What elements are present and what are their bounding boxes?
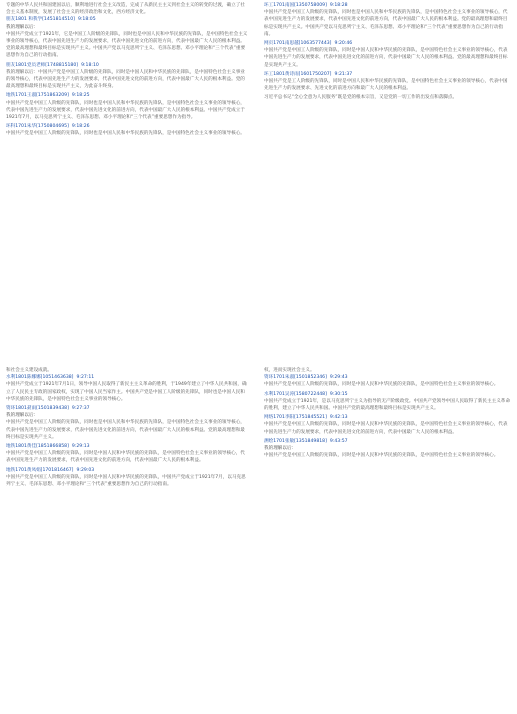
message-body: 我的理解以后：中国共产党是中国工人阶级的先锋队，同时是中国人民和中华民族的先锋队，是中国特色社会主义事业的领导核心，代表中国先进生产力的发展要求，代表中国先进文化的前进方向，代表中国最广大人民的根本利益。党的最高理想和最终目标是实现共产主义，为此奋斗终身。: [6, 69, 245, 90]
sender-name: 地铁1701王淑[1751863209]: [6, 93, 69, 99]
message-time: 9:29:03: [76, 467, 95, 473]
message-body: 中国共产党是中国工人阶级的先锋队，同时是中国人民和中华民族的先锋队，中国共产党成立于1921年7月，以马克思列宁主义、毛泽东思想、邓小平理论和“三个代表”重要思想作为自己的行动指南。: [6, 474, 246, 488]
message-header: [264, 2, 511, 9]
sender-name: 地铁1701黄凤娟[1701816467]: [6, 467, 74, 473]
message-prompt: 我的理解以后：: [6, 24, 39, 30]
message-header: [6, 467, 248, 474]
message-time: 9:43:57: [329, 438, 348, 444]
message-body: 习近平总书记“全心全意为人民服务”既是党的根本宗旨，又是党的一切工作的出发点和落脚点。: [264, 95, 458, 101]
message-body: 中国共产党是中国工人阶级的先锋队，同时也是中国人民和中华民族的先锋队，是中国特色社会主义事业的领导核心，代表中国先进生产力的发展要求，代表中国先进文化的前进方向，代表中国最广大人民的根本利益。党的最高理想和最终目标是实现共产主义。中国共产党以马克思列宁主义、毛泽东思想、邓小平理论和“三个代表”重要思想作为自己的行动指南。: [264, 10, 508, 37]
chat-log: [258, 0, 517, 106]
message-header: [6, 374, 248, 381]
chat-log: [258, 365, 517, 463]
message-body: 中国共产党是中国工人阶级的先锋队，同时是中国人民和中华民族的先锋队，是中国特色社会主义事业的领导核心，代表中国先进生产力的发展要求，代表中国先进文化的前进方向，代表中国最广大人民的根本利益。党的最高理想和最终目标是实现共产主义。: [264, 48, 508, 68]
sender-name: 资环1801聂雨[1501839438]: [6, 406, 69, 412]
sender-name: 网页1701南思越[1063577443]: [264, 41, 332, 47]
message-header: [264, 391, 511, 398]
message-body: 中国共产党是工人阶级的先锋队，同时是中国人民和中华民族的先锋队，是中国特色社会主义事业的领导核心，代表中国先进生产力的发展要求、先进文化的前进方向和最广大人民的根本利益。: [264, 79, 508, 92]
sender-name: 朋友1801 和我学[1451814510]: [6, 17, 75, 23]
message-header: [264, 374, 511, 381]
message-time: 9:18:05: [77, 17, 96, 23]
message-body: 中国共产党成立于1921年7月1日，领导中国人民取得了新民主主义革命的胜利，于1949年建立了中华人民共和国，确立了人民民主专政的国家政权，实现了中国人民当家作主。中国共产党是中国工人阶级的先锋队，同时也是中国人民和中华民族的先锋队，是中国特色社会主义事业的领导核心。: [6, 382, 247, 402]
message-header: [6, 443, 248, 450]
sender-name: 水利1801陈娜娜[1051463638]: [6, 375, 74, 381]
message-time: 9:29:43: [329, 375, 348, 381]
message-header: [6, 405, 248, 412]
chat-log: [0, 365, 254, 492]
message-prompt: 我的理解以后：: [6, 413, 39, 419]
message-header: [6, 123, 248, 130]
sender-name: 测绘1701张敏[1351849818]: [264, 438, 327, 444]
message-body: 中国共产党成立于1921年，是以马克思列宁主义为指导的无产阶级政党。中国共产党领导中国人民取得了新民主主义革命的胜利，建立了中华人民共和国。中国共产党的最高理想和最终目标是实现共产主义。: [264, 398, 510, 412]
lead-text: 和社会主义建设成就。: [6, 368, 52, 373]
document-page-bottom-left: [0, 365, 254, 714]
message-time: 9:18:26: [71, 124, 90, 130]
message-time: 9:18:28: [329, 3, 348, 8]
message-prompt: 我的理解以后：: [264, 446, 297, 452]
message-time: 9:29:13: [71, 444, 90, 450]
sender-name: 环科1701朱华[1750804695]: [6, 124, 69, 130]
message-body: 中国共产党是中国工人阶级的先锋队，同时也是中国人民和中华民族的先锋队，是中国特色社会主义事业的领导核心，代表中国先进生产力的发展要求，代表中国先进文化的前进方向，代表中国最广大人民的根本利益。党的最高理想和最终目标是实现共产主义。: [6, 420, 245, 440]
message-body: 中国共产党是中国工人阶级的先锋队，同时也是中国人民和中华民族的先锋队，是中国特色社会主义事业的领导核心，代表中国先进生产力的发展要求，代表中国先进文化的前进方向，代表中国最广大人民的根本利益。中国共产党成立于1921年7月，以马克思列宁主义、毛泽东思想、邓小平理论和“三个代表”重要思想作为指导。: [6, 100, 245, 121]
message-time: 9:18:10: [81, 62, 99, 68]
document-page-top-right: [258, 0, 517, 352]
message-time: 9:27:11: [76, 375, 95, 381]
lead-text: 权，进而实现社会主义。: [264, 368, 315, 373]
message-body: 中国共产党是中国工人阶级的先锋队，同时也是中国人民和中华民族的先锋队，是中国特色社会主义事业的领导核心。: [6, 131, 245, 137]
message-header: [6, 92, 248, 99]
sender-name: 网络1701李阳[1751845521]: [264, 415, 327, 421]
sender-name: 地铁1801黄佳[1851866858]: [6, 444, 69, 450]
message-header: [6, 16, 248, 23]
sender-name: 环工1701南国[1350758009]: [264, 3, 327, 8]
message-header: [264, 71, 511, 78]
message-time: 9:27:37: [71, 406, 90, 412]
message-header: [264, 438, 511, 445]
sender-name: 水利1701吴涛[1580722448]: [264, 391, 327, 397]
message-time: 9:42:13: [329, 415, 348, 421]
message-time: 9:30:15: [329, 391, 348, 397]
sender-name: 环工1801黄诗雨[1601750207]: [264, 71, 332, 77]
message-body: 中国共产党是中国工人阶级的先锋队，同时是中国人民和中华民族的先锋队，是中国特色社会主义事业的领导核心。: [264, 382, 499, 388]
message-header: [6, 62, 248, 69]
message-body: 中国共产党是中国工人阶级的先锋队，同时是中国人民和中华民族的先锋队，是中国特色社会主义事业的领导核心，代表中国先进生产力的发展要求，代表中国先进文化的前进方向，代表中国最广大人民的根本利益。: [264, 422, 508, 435]
chat-log: [0, 0, 254, 142]
message-header: [264, 40, 511, 47]
sender-name: 资环1701朱淑[1501852346]: [264, 375, 327, 381]
message-body: 中国共产党是中国工人阶级的先锋队，同时是中国人民和中华民族的先锋队，是中国特色社会主义事业的领导核心。: [264, 453, 499, 459]
sender-name: 朋友1801党员老师[1748815180]: [6, 62, 79, 68]
message-time: 9:18:25: [71, 93, 90, 99]
document-page-top-left: [0, 0, 254, 352]
lead-text: 专题的中华人民共和国建国以后，顺利地进行社会主义改造，完成了从新民主主义到社会主义的转变的过渡，确立了社会主义基本制度，发展了社会主义的经济政治和文化，西方经济文化。: [6, 3, 245, 16]
message-time: 9:21:37: [334, 71, 353, 77]
message-header: [264, 414, 511, 421]
message-body: 中国共产党是中国工人阶级的先锋队，同时是中国人民和中华民族的先锋队，是中国特色社会主义事业的领导核心，代表中国先进生产力的发展要求，代表中国先进文化的前进方向，代表中国最广大人民的根本利益。: [6, 451, 245, 464]
message-body: 中国共产党成立于1921年，它是中国工人阶级的先锋队，同时也是中国人民和中华民族的先锋队，是中国特色社会主义事业的领导核心，代表中国先进生产力的发展要求，代表中国先进文化的前进方向，代表中国最广大人民的根本利益。党的最高理想和最终目标是实现共产主义。中国共产党以马克思列宁主义、毛泽东思想、邓小平理论和“三个代表”重要思想作为自己的行动指南。: [6, 31, 248, 59]
message-time: 9:20:46: [334, 41, 353, 47]
document-page-bottom-right: [258, 365, 517, 714]
